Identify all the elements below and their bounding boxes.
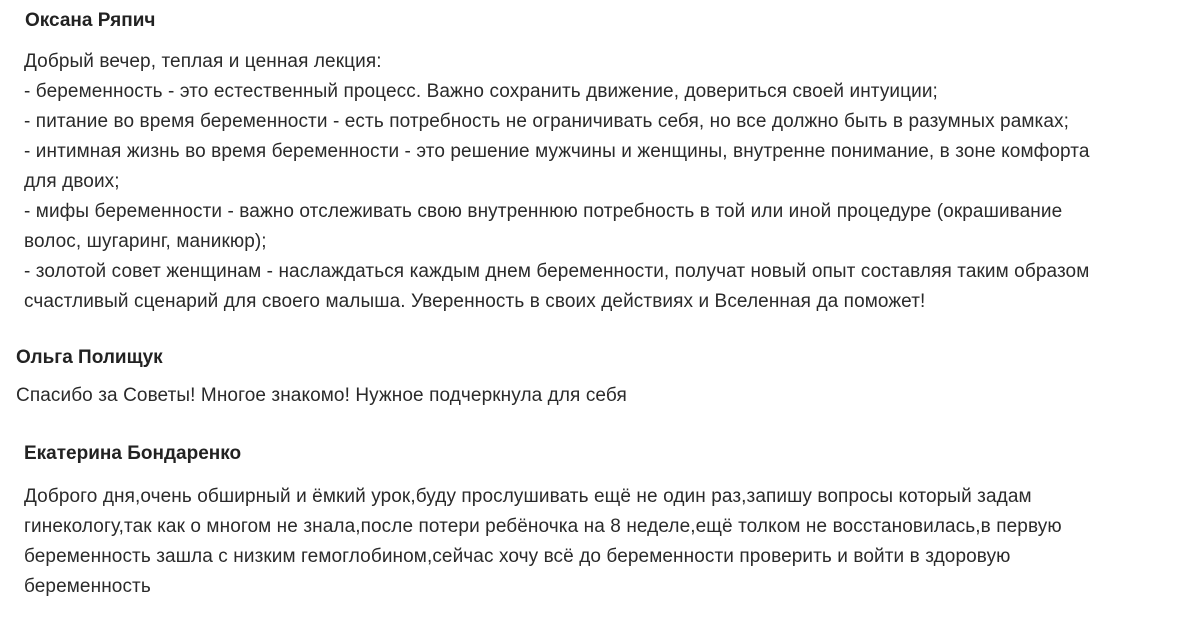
comment-line: счастливый сценарий для своего малыша. Уверенность в своих действиях и Вселенная да поможет! (24, 291, 926, 312)
comment-line: беременность (24, 576, 151, 597)
comment-line: для двоих; (24, 171, 120, 192)
comment-line: - интимная жизнь во время беременности - это решение мужчины и женщины, внутренне понимание, в зоне комфорта (24, 141, 1090, 162)
comment (0, 346, 1200, 411)
comment-author: Ольга Полищук (16, 347, 163, 368)
comment-line: Добрый вечер, теплая и ценная лекция: (24, 51, 382, 72)
comment-author: Оксана Ряпич (25, 10, 156, 31)
comment-line: гинекологу,так как о многом не знала,после потери ребёночка на 8 неделе,ещё толком не восстановилась,в первую (24, 516, 1062, 537)
comment-line: беременность зашла с низким гемоглобином,сейчас хочу всё до беременности проверить и войти в здоровую (24, 546, 1011, 567)
comment-line: - мифы беременности - важно отслеживать свою внутреннюю потребность в той или иной процедуре (окрашивание (24, 201, 1063, 222)
comment-text (24, 482, 1200, 602)
comment-line: Доброго дня,очень обширный и ёмкий урок,буду прослушивать ещё не один раз,запишу вопросы который задам (24, 486, 1032, 507)
comment-line: - беременность - это естественный процесс. Важно сохранить движение, довериться своей интуиции; (24, 81, 938, 102)
comment (0, 442, 1200, 602)
comment-text (24, 47, 1200, 317)
comment (0, 9, 1200, 317)
comment-text (16, 381, 1200, 411)
comment-line: Спасибо за Советы! Многое знакомо! Нужное подчеркнула для себя (16, 385, 627, 406)
comment-line: - питание во время беременности - есть потребность не ограничивать себя, но все должно быть в разумных рамках; (24, 111, 1070, 132)
comment-author: Екатерина Бондаренко (24, 443, 242, 464)
comment-line: - золотой совет женщинам - наслаждаться каждым днем беременности, получат новый опыт составляя таким образом (24, 261, 1090, 282)
comment-line: волос, шугаринг, маникюр); (24, 231, 267, 252)
